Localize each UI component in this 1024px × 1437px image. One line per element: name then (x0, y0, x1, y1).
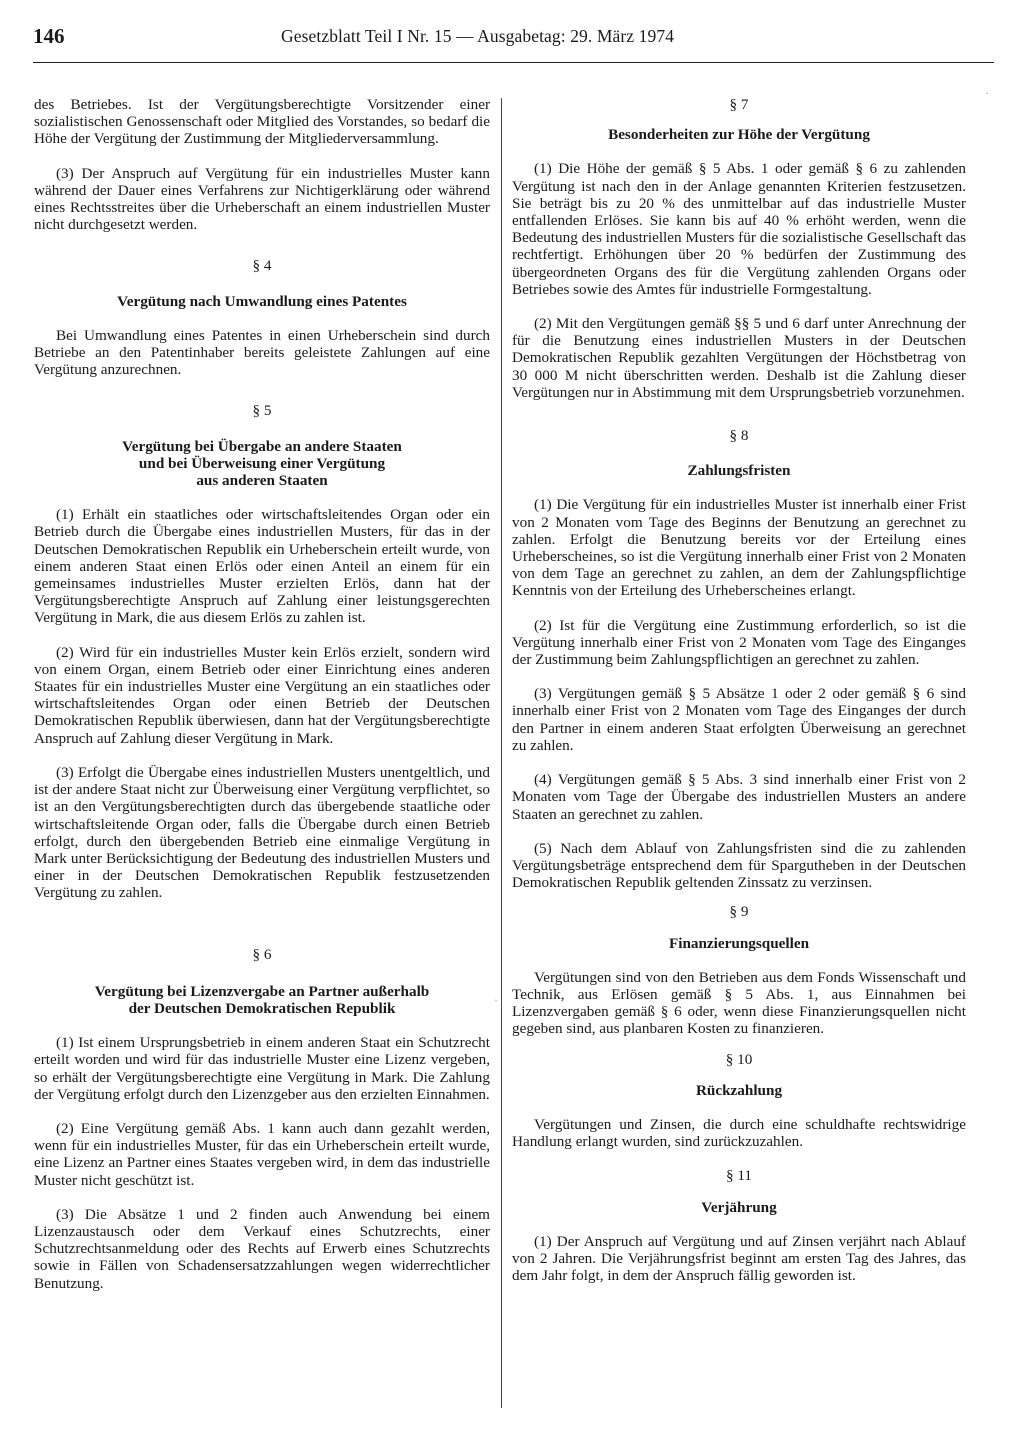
paragraph-s5-1: (1) Erhält ein staatliches oder wirtschaftsleitendes Organ oder ein Betrieb durch die Übergabe eines industriellen Musters, für das in der Deutschen Demokratischen Republik ein Urheberschein erteilt wurde, von einem anderen Staat einen Erlös oder einen Anteil an einem für ein gemeinsames industrielles Muster erzielten Erlös, dann hat der Vergütungsberechtigte Anspruch auf Zahlung einer leistungsgerechten Vergütung in Mark, die aus diesem Erlös zu zahlen ist. (34, 506, 490, 627)
paragraph-s5-3: (3) Erfolgt die Übergabe eines industriellen Musters unentgeltlich, und ist der andere Staat nicht zur Überweisung einer Vergütung verpflichtet, so ist an den Vergütungsberechtigten durch das übergebende staatliche oder wirtschaftsleitende Organ oder, falls die Übergabe durch einen Betrieb erfolgt, durch den übergebenden Betrieb eine einmalige Vergütung in Mark unter Berücksichtigung der Bedeutung des industriellen Musters und einer in der Deutschen Demokratischen Republik festzusetzenden Vergütung zu zahlen. (34, 763, 490, 902)
paragraph-s8-4: (4) Vergütungen gemäß § 5 Abs. 3 sind innerhalb einer Frist von 2 Monaten vom Tage der Übergabe des industriellen Musters an andere Staaten an gerechnet zu zahlen. (512, 771, 966, 823)
paragraph-continued: des Betriebes. Ist der Vergütungsberechtigte Vorsitzender einer sozialistischen Genossenschaft oder Mitglied des Vorstandes, so bedarf die Höhe der Vergütung der Zustimmung der Mitgliederversammlung. (34, 96, 490, 148)
paragraph-s11-1: (1) Der Anspruch auf Vergütung und auf Zinsen verjährt nach Ablauf von 2 Jahren. Die Verjährungsfrist beginnt am ersten Tag des Jahres, das dem Jahr folgt, in dem der Anspruch fällig geworden ist. (512, 1232, 966, 1285)
section-number-10: § 10 (725, 1050, 753, 1068)
section-title-10: Rückzahlung (695, 1081, 783, 1099)
section-title-5 (34, 438, 490, 490)
paragraph-s4-1: Bei Umwandlung eines Patentes in einen Urheberschein sind durch Betriebe an den Patentinhaber bereits geleistete Zahlungen auf eine Vergütung anzurechnen. (34, 326, 490, 379)
paragraph-s6-1: (1) Ist einem Ursprungsbetrieb in einem anderen Staat ein Schutzrecht erteilt worden und wird für das industrielle Muster eine Lizenz vergeben, so erhält der Vergütungsberechtigte eine Vergütung in Mark. Die Zahlung der Vergütung erfolgt durch den Lizenzgeber aus den erzielten Einnahmen. (34, 1034, 490, 1103)
paragraph-s8-3: (3) Vergütungen gemäß § 5 Absätze 1 oder 2 oder gemäß § 6 sind innerhalb einer Frist von 2 Monaten vom Tage des Einganges der durch den Partner in einem anderen Staat erfolgten Überweisung an gerechnet zu zahlen. (512, 685, 966, 754)
section-title-5-line-2: und bei Überweisung einer Vergütung (138, 454, 386, 472)
paragraph-s8-1: (1) Die Vergütung für ein industrielles Muster ist innerhalb einer Frist von 2 Monaten vom Tage des Beginns der Benutzung an gerechnet zu zahlen. Erfolgt die Benutzung bereits vor der Erteilung eines Urheberscheines, so ist die Vergütung innerhalb einer Frist von 2 Monaten von dem Tage an gerechnet zu zahlen, an dem der Zahlungspflichtige Kenntnis von der Erteilung des Urheberscheines erlangt. (512, 496, 966, 600)
section-title-9: Finanzierungsquellen (668, 934, 810, 952)
right-column (512, 96, 966, 1284)
paragraph-s6-3: (3) Die Absätze 1 und 2 finden auch Anwendung bei einem Lizenzaustausch oder dem Verkauf eines Schutzrechts, einer Schutzrechtsanmeldung oder des Rechts auf Erwerb eines Schutzrechts sowie in Fällen von Schadensersatzzahlungen wegen widerrechtlicher Benutzung. (34, 1205, 490, 1292)
paragraph-s5-2: (2) Wird für ein industrielles Muster kein Erlös erzielt, sondern wird von einem Organ, einem Betrieb oder einer Einrichtung eines anderen Staates für ein industrielles Muster eine Vergütung an ein staatliches oder wirtschaftsleitendes Organ oder einen Betrieb der Deutschen Demokratischen Republik überwiesen, dann hat der Vergütungsberechtigte Anspruch auf Zahlung dieser Vergütung in Mark. (34, 643, 490, 747)
column-divider (501, 98, 502, 1408)
section-title-4: Vergütung nach Umwandlung eines Patentes (117, 292, 407, 310)
section-number-6: § 6 (252, 945, 272, 963)
page-header (33, 22, 994, 63)
paragraph-s9-1: Vergütungen sind von den Betrieben aus dem Fonds Wissenschaft und Technik, aus Erlösen gemäß § 5 Abs. 1, aus Einnahmen bei Lizenzvergaben gemäß § 6 oder, wenn diese Finanzierungsquellen nicht gegeben sind, aus planbaren Kosten zu finanzieren. (512, 968, 966, 1038)
page-number: 146 (33, 24, 65, 48)
scan-speck: · (494, 993, 498, 1007)
section-title-6 (34, 983, 490, 1017)
section-title-8: Zahlungsfristen (687, 462, 791, 480)
paragraph-s8-2: (2) Ist für die Vergütung eine Zustimmung erforderlich, so ist die Vergütung innerhalb einer Frist von 2 Monaten vom Tage des Einganges der Zustimmung beim Zahlungspflichtigen an gerechnet zu zahlen. (512, 616, 966, 669)
section-number-4: § 4 (252, 257, 272, 275)
section-title-5-line-1: Vergütung bei Übergabe an andere Staaten (122, 437, 402, 455)
paragraph-s6-2: (2) Eine Vergütung gemäß Abs. 1 kann auch dann gezahlt werden, wenn für ein industrielles Muster, für das ein Urheberschein erteilt wurde, eine Lizenz an Partner eines Staates vergeben wird, in dem das industrielle Muster nicht geschützt ist. (34, 1119, 490, 1189)
section-title-11: Verjährung (701, 1198, 777, 1216)
section-title-5-line-3: aus anderen Staaten (196, 472, 328, 490)
left-column (34, 96, 490, 1292)
header-title: Gesetzblatt Teil I Nr. 15 — Ausgabetag: 29. März 1974 (281, 26, 675, 46)
section-number-7: § 7 (729, 96, 749, 113)
paragraph-s10-1: Vergütungen und Zinsen, die durch eine schuldhafte rechtswidrige Handlung erlangt wurden, sind zurückzuzahlen. (512, 1115, 966, 1151)
section-number-11: § 11 (725, 1167, 752, 1185)
section-title-6-line-1: Vergütung bei Lizenzvergabe an Partner außerhalb (94, 982, 430, 1000)
section-number-5: § 5 (252, 402, 272, 420)
paragraph-s7-2: (2) Mit den Vergütungen gemäß §§ 5 und 6 darf unter Anrechnung der für die Benutzung eines industriellen Musters in der Deutschen Demokratischen Republik gezahlten Vergütungen der Höchstbetrag von 30 000 M nicht überschritten werden. Deshalb ist die Zahlung dieser Vergütungen nur in Abstimmung mit dem Ursprungsbetrieb vorzunehmen. (512, 315, 966, 401)
paragraph-s7-1: (1) Die Höhe der gemäß § 5 Abs. 1 oder gemäß § 6 zu zahlenden Vergütung ist nach den in der Anlage genannten Kriterien festzusetzen. Sie beträgt bis zu 20 % des unmittelbar auf das industrielle Muster entfallenden Erlöses. Sie kann bis auf 40 % erhöht werden, wenn die Bedeutung des industriellen Musters für die sozialistische Gesellschaft das rechtfertigt. Erhöhungen über 20 % bedürfen der Zustimmung des übergeordneten Organs des für die Vergütung zahlenden Organs oder Betriebes sowie des Amtes für industrielle Formgestaltung. (512, 160, 966, 298)
section-number-9: § 9 (729, 903, 749, 921)
section-title-6-line-2: der Deutschen Demokratischen Republik (128, 999, 396, 1017)
paragraph-s8-5: (5) Nach dem Ablauf von Zahlungsfristen sind die zu zahlenden Vergütungsbeträge entsprechend dem für Spargutheben in der Deutschen Demokratischen Republik geltenden Zinssatz zu verzinsen. (512, 839, 966, 892)
paragraph-s3-3: (3) Der Anspruch auf Vergütung für ein industrielles Muster kann während der Dauer eines Verfahrens zur Nichtigerklärung oder während eines Rechtsstreites über die Urheberschaft an einem industriellen Muster nicht durchgesetzt werden. (34, 164, 490, 234)
section-number-8: § 8 (729, 427, 749, 445)
scan-speck: · (985, 86, 989, 100)
section-title-7: Besonderheiten zur Höhe der Vergütung (608, 126, 870, 144)
